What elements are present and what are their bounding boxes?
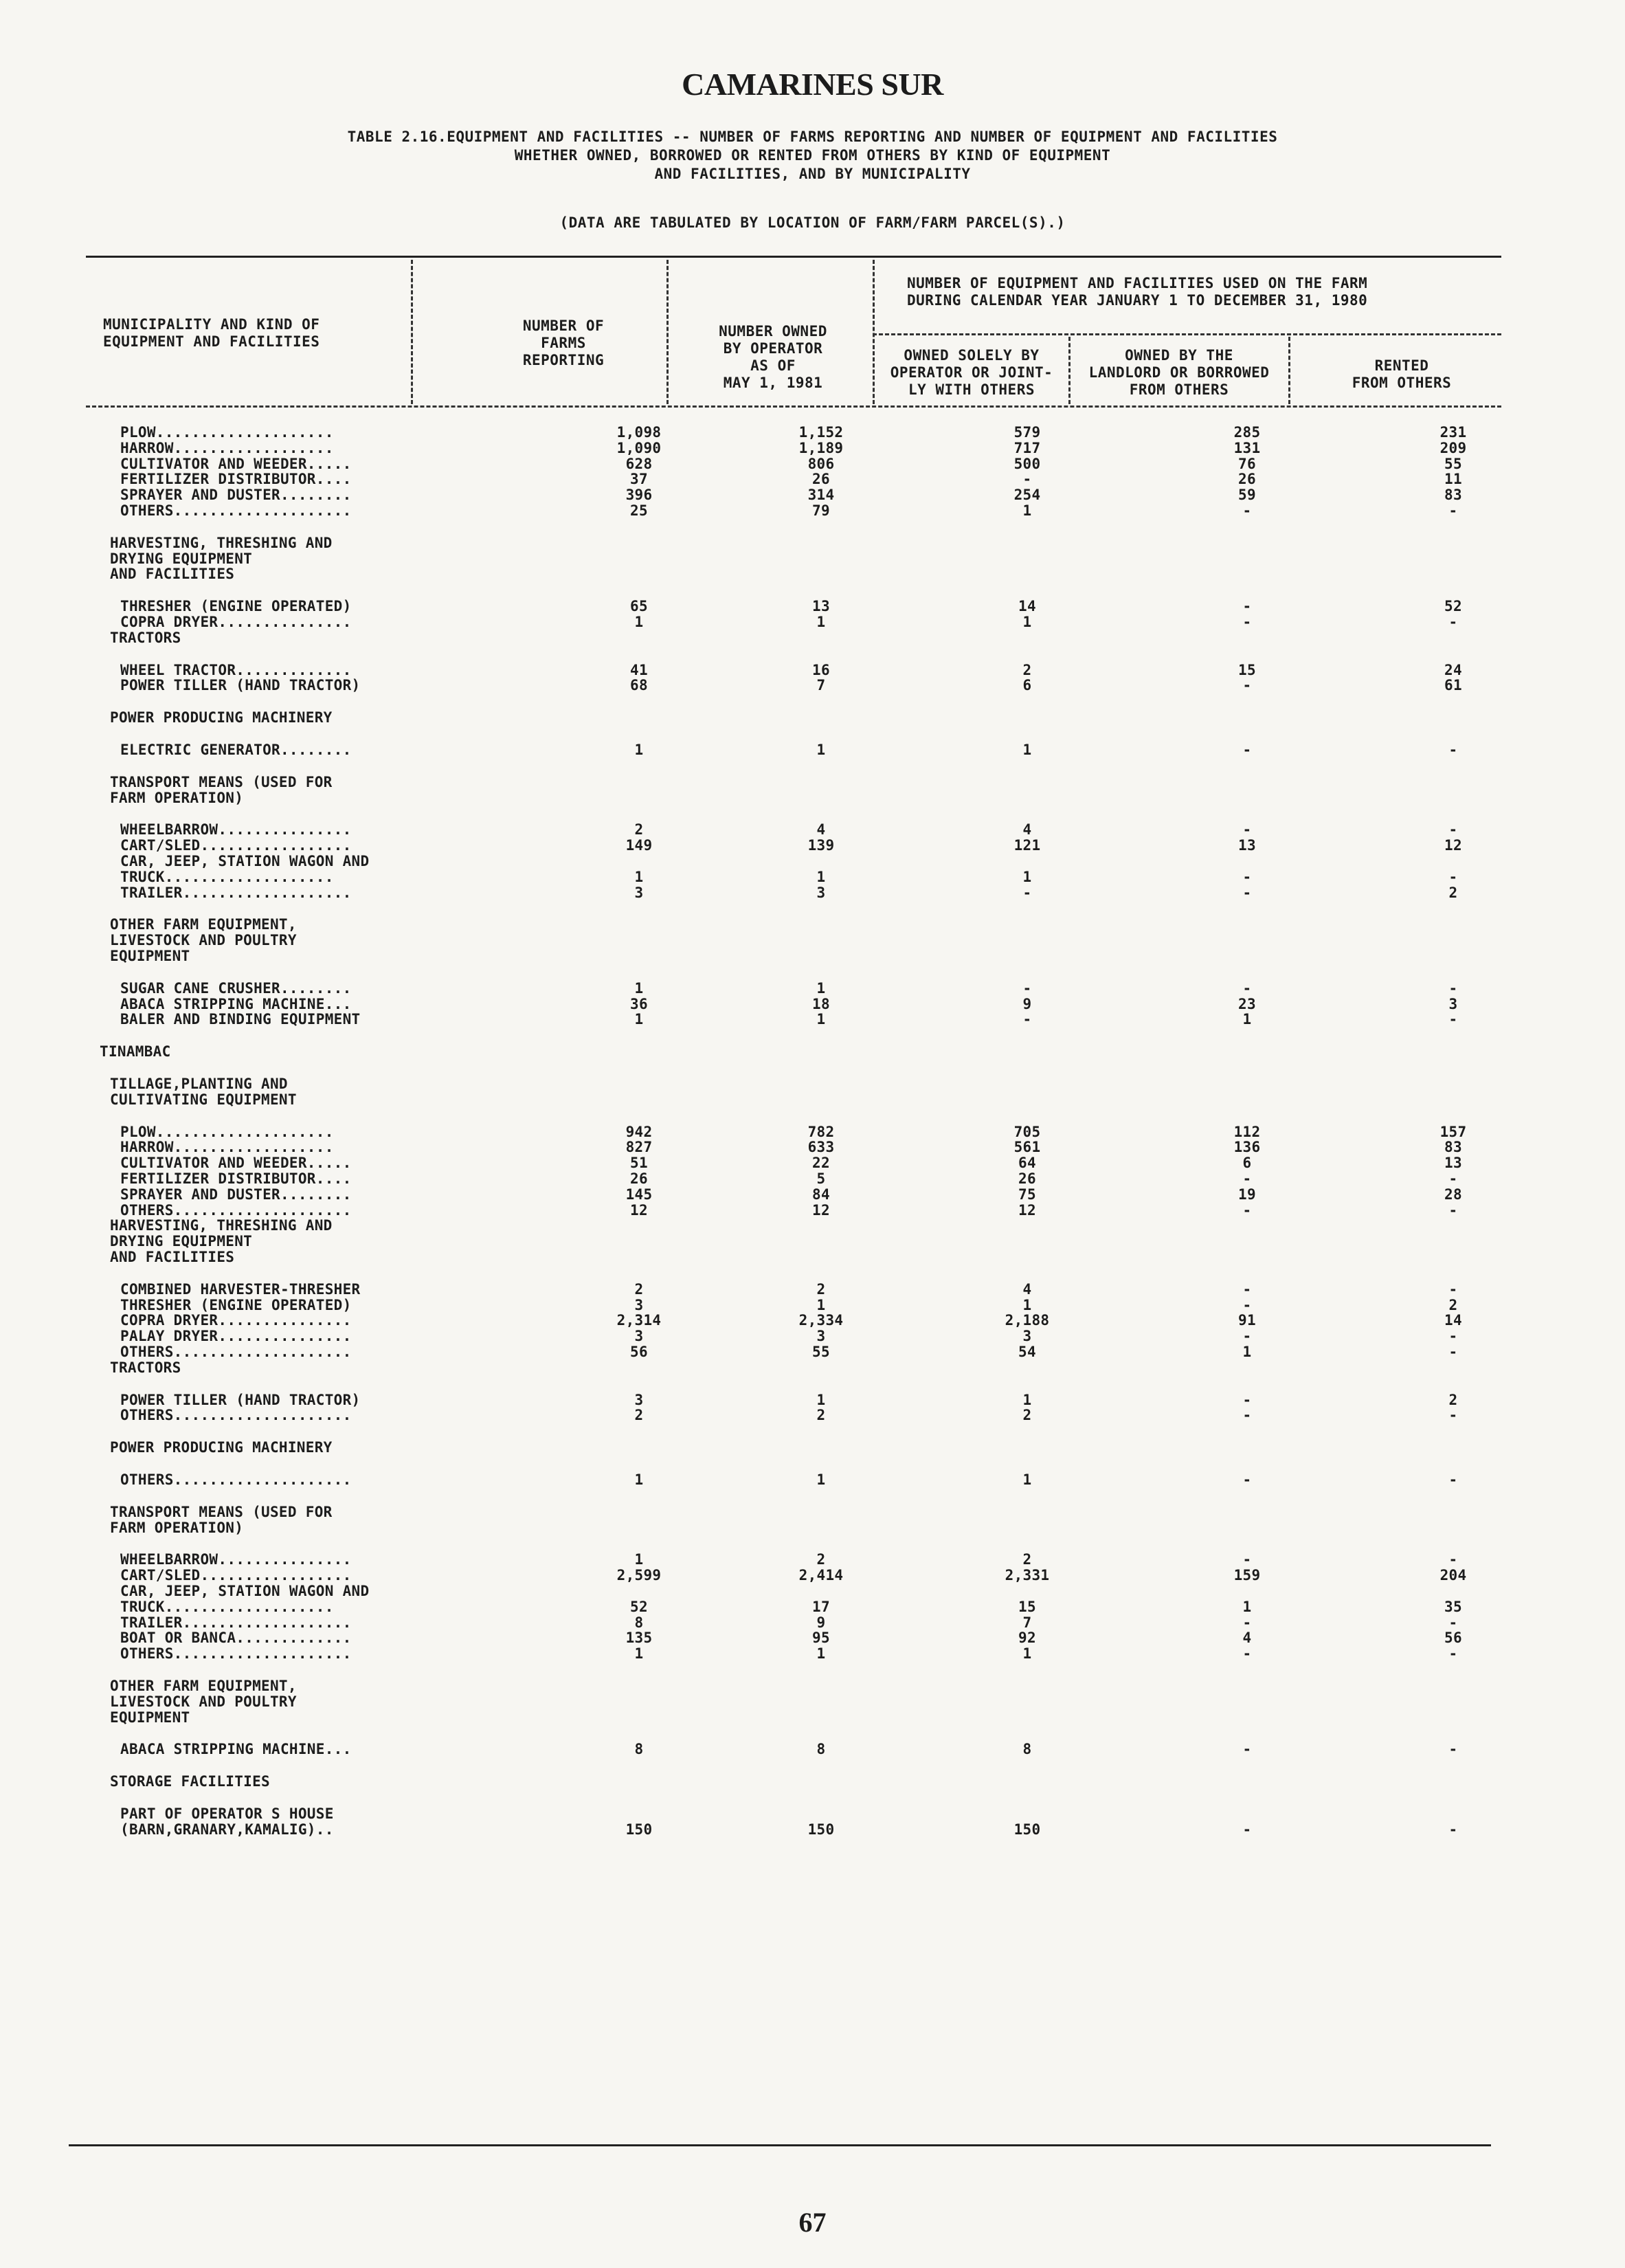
cell-farms-reporting: 1 <box>634 868 644 885</box>
cell-owned-by-operator: 8 <box>816 1741 826 1758</box>
cell-rented-from-others: 2 <box>1448 1296 1458 1313</box>
cell-owned-solely: 9 <box>1022 995 1032 1012</box>
cell-owned-solely: 2 <box>1022 661 1032 678</box>
cell-owned-by-landlord: - <box>1242 1551 1252 1568</box>
cell-owned-by-operator: 1 <box>816 1471 826 1488</box>
cell-farms-reporting: 1 <box>634 1551 644 1568</box>
row-label: FERTILIZER DISTRIBUTOR.... <box>120 1170 352 1187</box>
cell-farms-reporting: 56 <box>630 1344 648 1360</box>
cell-owned-solely: 121 <box>1013 837 1041 854</box>
cell-owned-by-landlord: 285 <box>1233 424 1261 441</box>
section-heading: POWER PRODUCING MACHINERY <box>110 709 333 726</box>
cell-owned-solely: 92 <box>1018 1630 1036 1647</box>
cell-owned-by-operator: 13 <box>812 598 830 615</box>
row-label: CULTIVATOR AND WEEDER..... <box>120 455 352 472</box>
cell-owned-solely: 2 <box>1022 1407 1032 1424</box>
row-label: OTHERS.................... <box>120 1344 352 1360</box>
cell-owned-by-landlord: - <box>1242 502 1252 519</box>
cell-farms-reporting: 2 <box>634 1280 644 1298</box>
section-heading: TRACTORS <box>110 629 181 646</box>
table-caption-line-2: WHETHER OWNED, BORROWED OR RENTED FROM OTHERS BY KIND OF EQUIPMENT <box>514 147 1111 164</box>
cell-owned-solely: 26 <box>1018 1170 1036 1187</box>
section-heading: TRANSPORT MEANS (USED FOR FARM OPERATION) <box>110 1503 333 1536</box>
cell-owned-by-operator: 1 <box>816 1391 826 1408</box>
cell-owned-by-landlord: - <box>1242 1741 1252 1758</box>
row-label: WHEELBARROW............... <box>120 1551 352 1568</box>
cell-rented-from-others: 55 <box>1444 455 1462 472</box>
header-municipality: MUNICIPALITY AND KIND OF EQUIPMENT AND FACILITIES <box>103 316 320 350</box>
cell-owned-by-landlord: - <box>1242 979 1252 997</box>
section-heading: HARVESTING, THRESHING AND DRYING EQUIPMENT AND FACILITIES <box>110 1217 333 1265</box>
cell-farms-reporting: 3 <box>634 1296 644 1313</box>
cell-owned-by-operator: 1 <box>816 868 826 885</box>
cell-farms-reporting: 1 <box>634 1471 644 1488</box>
cell-rented-from-others: - <box>1448 1280 1458 1298</box>
cell-rented-from-others: - <box>1448 1471 1458 1488</box>
row-label: SUGAR CANE CRUSHER........ <box>120 979 352 997</box>
cell-farms-reporting: 36 <box>630 995 648 1012</box>
cell-owned-solely: - <box>1022 979 1032 997</box>
cell-farms-reporting: 52 <box>630 1598 648 1615</box>
cell-owned-solely: 4 <box>1022 1280 1032 1298</box>
cell-owned-by-operator: 2 <box>816 1551 826 1568</box>
cell-owned-by-operator: 17 <box>812 1598 830 1615</box>
cell-owned-by-landlord: - <box>1242 1391 1252 1408</box>
cell-owned-by-operator: 7 <box>816 677 826 694</box>
cell-owned-solely: 2,188 <box>1005 1312 1050 1329</box>
cell-owned-solely: 1 <box>1022 614 1032 630</box>
cell-owned-by-operator: 1 <box>816 742 826 758</box>
cell-rented-from-others: 52 <box>1444 598 1462 615</box>
cell-owned-by-landlord: 1 <box>1242 1344 1252 1360</box>
cell-rented-from-others: 61 <box>1444 677 1462 694</box>
cell-owned-solely: 4 <box>1022 821 1032 838</box>
header-owned-by-operator: NUMBER OWNED BY OPERATOR AS OF MAY 1, 1981 <box>719 323 827 391</box>
cell-rented-from-others: 56 <box>1444 1630 1462 1647</box>
cell-rented-from-others: - <box>1448 742 1458 758</box>
cell-owned-by-landlord: - <box>1242 1280 1252 1298</box>
table-note: (DATA ARE TABULATED BY LOCATION OF FARM/FARM PARCEL(S).) <box>559 214 1066 231</box>
cell-rented-from-others: - <box>1448 868 1458 885</box>
cell-owned-solely: 7 <box>1022 1614 1032 1631</box>
row-label: OTHERS.................... <box>120 1471 352 1488</box>
section-heading: STORAGE FACILITIES <box>110 1773 270 1790</box>
row-label: ABACA STRIPPING MACHINE... <box>120 1741 352 1758</box>
cell-farms-reporting: 8 <box>634 1741 644 1758</box>
row-label: TRAILER................... <box>120 884 352 901</box>
cell-owned-solely: 1 <box>1022 1391 1032 1408</box>
section-heading: OTHER FARM EQUIPMENT, LIVESTOCK AND POULTRY EQUIPMENT <box>110 916 297 964</box>
cell-owned-by-landlord: 15 <box>1238 661 1256 678</box>
section-heading: TILLAGE,PLANTING AND CULTIVATING EQUIPMENT <box>110 1076 297 1108</box>
cell-owned-by-operator: 22 <box>812 1155 830 1172</box>
cell-owned-by-operator: 633 <box>807 1139 835 1156</box>
cell-owned-solely: 150 <box>1013 1821 1041 1838</box>
cell-rented-from-others: - <box>1448 979 1458 997</box>
cell-owned-solely: 500 <box>1013 455 1041 472</box>
cell-owned-by-landlord: 13 <box>1238 837 1256 854</box>
cell-rented-from-others: 209 <box>1439 439 1467 456</box>
row-label: PLOW.................... <box>120 1123 334 1140</box>
cell-owned-by-landlord: 6 <box>1242 1155 1252 1172</box>
row-label: OTHERS.................... <box>120 1407 352 1424</box>
cell-farms-reporting: 3 <box>634 1328 644 1345</box>
cell-owned-by-landlord: - <box>1242 868 1252 885</box>
row-label: OTHERS.................... <box>120 502 352 519</box>
row-label: HARROW.................. <box>120 1139 334 1156</box>
cell-rented-from-others: - <box>1448 502 1458 519</box>
cell-farms-reporting: 942 <box>625 1123 653 1140</box>
header-owned-by-landlord: OWNED BY THE LANDLORD OR BORROWED FROM OTHERS <box>1088 347 1270 398</box>
cell-owned-by-operator: 16 <box>812 661 830 678</box>
cell-farms-reporting: 1,090 <box>616 439 662 456</box>
cell-owned-by-landlord: 1 <box>1242 1011 1252 1028</box>
cell-owned-by-landlord: - <box>1242 598 1252 615</box>
cell-owned-solely: 717 <box>1013 439 1041 456</box>
row-label: HARROW.................. <box>120 439 334 456</box>
cell-owned-by-operator: 2 <box>816 1280 826 1298</box>
row-label: COMBINED HARVESTER-THRESHER <box>120 1280 361 1298</box>
cell-owned-by-operator: 3 <box>816 1328 826 1345</box>
cell-owned-by-operator: 2 <box>816 1407 826 1424</box>
cell-owned-by-operator: 5 <box>816 1170 826 1187</box>
cell-owned-by-landlord: 76 <box>1238 455 1256 472</box>
cell-owned-solely: 64 <box>1018 1155 1036 1172</box>
row-label: ELECTRIC GENERATOR........ <box>120 742 352 758</box>
row-label: COPRA DRYER............... <box>120 614 352 630</box>
row-label: ABACA STRIPPING MACHINE... <box>120 995 352 1012</box>
row-label: COPRA DRYER............... <box>120 1312 352 1329</box>
cell-rented-from-others: 14 <box>1444 1312 1462 1329</box>
cell-owned-by-landlord: - <box>1242 677 1252 694</box>
cell-owned-by-operator: 9 <box>816 1614 826 1631</box>
cell-owned-by-landlord: 136 <box>1233 1139 1261 1156</box>
row-label: OTHERS.................... <box>120 1201 352 1219</box>
cell-owned-solely: 8 <box>1022 1741 1032 1758</box>
cell-owned-by-landlord: 131 <box>1233 439 1261 456</box>
cell-owned-solely: 75 <box>1018 1186 1036 1203</box>
cell-owned-by-operator: 26 <box>812 471 830 488</box>
cell-rented-from-others: 157 <box>1439 1123 1467 1140</box>
cell-owned-by-landlord: - <box>1242 1328 1252 1345</box>
cell-farms-reporting: 1 <box>634 614 644 630</box>
header-farms-reporting: NUMBER OF FARMS REPORTING <box>522 318 605 368</box>
cell-rented-from-others: - <box>1448 1328 1458 1345</box>
cell-owned-solely: 705 <box>1013 1123 1041 1140</box>
cell-farms-reporting: 1 <box>634 1645 644 1663</box>
header-used-group: NUMBER OF EQUIPMENT AND FACILITIES USED ON THE FARM DURING CALENDAR YEAR JANUARY 1 TO DECEMBER 31, 1980 <box>907 275 1368 309</box>
cell-owned-by-operator: 1,189 <box>798 439 844 456</box>
row-label: THRESHER (ENGINE OPERATED) <box>120 1296 352 1313</box>
cell-owned-solely: - <box>1022 884 1032 901</box>
cell-owned-by-landlord: - <box>1242 614 1252 630</box>
cell-rented-from-others: - <box>1448 1614 1458 1631</box>
cell-owned-solely: - <box>1022 471 1032 488</box>
table-caption-line-3: AND FACILITIES, AND BY MUNICIPALITY <box>654 166 971 182</box>
row-label: CAR, JEEP, STATION WAGON AND TRUCK................... <box>120 853 370 885</box>
cell-farms-reporting: 135 <box>625 1630 653 1647</box>
cell-farms-reporting: 1,098 <box>616 424 662 441</box>
cell-owned-by-landlord: 1 <box>1242 1598 1252 1615</box>
cell-farms-reporting: 628 <box>625 455 653 472</box>
cell-owned-by-operator: 1 <box>816 1296 826 1313</box>
cell-owned-by-landlord: 59 <box>1238 487 1256 504</box>
cell-owned-by-operator: 84 <box>812 1186 830 1203</box>
cell-owned-solely: 1 <box>1022 868 1032 885</box>
cell-rented-from-others: - <box>1448 1201 1458 1219</box>
cell-farms-reporting: 2,314 <box>616 1312 662 1329</box>
cell-rented-from-others: 3 <box>1448 995 1458 1012</box>
cell-owned-solely: 1 <box>1022 742 1032 758</box>
cell-rented-from-others: - <box>1448 1551 1458 1568</box>
cell-owned-by-operator: 1 <box>816 979 826 997</box>
cell-rented-from-others: - <box>1448 1344 1458 1360</box>
cell-farms-reporting: 65 <box>630 598 648 615</box>
cell-farms-reporting: 26 <box>630 1170 648 1187</box>
cell-owned-by-operator: 782 <box>807 1123 835 1140</box>
cell-rented-from-others: 2 <box>1448 884 1458 901</box>
cell-owned-solely: 3 <box>1022 1328 1032 1345</box>
cell-rented-from-others: 13 <box>1444 1155 1462 1172</box>
cell-owned-solely: 1 <box>1022 1296 1032 1313</box>
row-label: CAR, JEEP, STATION WAGON AND TRUCK................... <box>120 1583 370 1615</box>
cell-owned-solely: 2,331 <box>1005 1567 1050 1584</box>
section-heading: POWER PRODUCING MACHINERY <box>110 1439 333 1456</box>
section-heading: OTHER FARM EQUIPMENT, LIVESTOCK AND POULTRY EQUIPMENT <box>110 1678 297 1726</box>
cell-owned-by-operator: 55 <box>812 1344 830 1360</box>
cell-farms-reporting: 1 <box>634 1011 644 1028</box>
cell-owned-by-landlord: - <box>1242 821 1252 838</box>
cell-rented-from-others: 83 <box>1444 487 1462 504</box>
cell-owned-solely: 6 <box>1022 677 1032 694</box>
cell-owned-solely: 15 <box>1018 1598 1036 1615</box>
cell-owned-by-landlord: 159 <box>1233 1567 1261 1584</box>
table-caption-line-1: TABLE 2.16.EQUIPMENT AND FACILITIES -- NUMBER OF FARMS REPORTING AND NUMBER OF EQUIPMENT AND FACILITIES <box>347 129 1278 145</box>
cell-owned-by-landlord: - <box>1242 1407 1252 1424</box>
cell-owned-solely: 1 <box>1022 1471 1032 1488</box>
header-owned-solely: OWNED SOLELY BY OPERATOR OR JOINT- LY WITH OTHERS <box>890 347 1053 398</box>
section-heading: TINAMBAC <box>100 1043 171 1060</box>
row-label: CART/SLED................. <box>120 1567 352 1584</box>
row-label: OTHERS.................... <box>120 1645 352 1663</box>
section-heading: TRACTORS <box>110 1359 181 1376</box>
cell-owned-solely: 54 <box>1018 1344 1036 1360</box>
row-label: WHEELBARROW............... <box>120 821 352 838</box>
cell-owned-solely: 579 <box>1013 424 1041 441</box>
row-label: POWER TILLER (HAND TRACTOR) <box>120 1391 361 1408</box>
cell-owned-solely: 2 <box>1022 1551 1032 1568</box>
cell-owned-by-operator: 79 <box>812 502 830 519</box>
cell-farms-reporting: 3 <box>634 884 644 901</box>
cell-farms-reporting: 51 <box>630 1155 648 1172</box>
cell-rented-from-others: - <box>1448 1011 1458 1028</box>
cell-farms-reporting: 2 <box>634 1407 644 1424</box>
cell-farms-reporting: 25 <box>630 502 648 519</box>
cell-owned-solely: 1 <box>1022 502 1032 519</box>
cell-owned-by-landlord: - <box>1242 1645 1252 1663</box>
row-label: SPRAYER AND DUSTER........ <box>120 487 352 504</box>
row-label: PALAY DRYER............... <box>120 1328 352 1345</box>
cell-rented-from-others: 24 <box>1444 661 1462 678</box>
cell-farms-reporting: 396 <box>625 487 653 504</box>
cell-owned-by-operator: 18 <box>812 995 830 1012</box>
cell-owned-by-operator: 12 <box>812 1201 830 1219</box>
cell-owned-by-operator: 3 <box>816 884 826 901</box>
row-label: SPRAYER AND DUSTER........ <box>120 1186 352 1203</box>
cell-owned-by-landlord: - <box>1242 742 1252 758</box>
cell-owned-by-operator: 1 <box>816 1645 826 1663</box>
cell-farms-reporting: 149 <box>625 837 653 854</box>
cell-rented-from-others: 2 <box>1448 1391 1458 1408</box>
row-label: BALER AND BINDING EQUIPMENT <box>120 1011 361 1028</box>
cell-farms-reporting: 68 <box>630 677 648 694</box>
cell-owned-by-operator: 2,414 <box>798 1567 844 1584</box>
cell-owned-by-landlord: 19 <box>1238 1186 1256 1203</box>
row-label: POWER TILLER (HAND TRACTOR) <box>120 677 361 694</box>
row-label: PLOW.................... <box>120 424 334 441</box>
cell-owned-by-landlord: - <box>1242 1201 1252 1219</box>
cell-rented-from-others: - <box>1448 821 1458 838</box>
cell-rented-from-others: - <box>1448 1645 1458 1663</box>
cell-rented-from-others: 83 <box>1444 1139 1462 1156</box>
row-label: TRAILER................... <box>120 1614 352 1631</box>
cell-farms-reporting: 37 <box>630 471 648 488</box>
cell-owned-solely: 254 <box>1013 487 1041 504</box>
section-heading: HARVESTING, THRESHING AND DRYING EQUIPMENT AND FACILITIES <box>110 534 333 583</box>
cell-owned-by-operator: 314 <box>807 487 835 504</box>
cell-owned-by-landlord: - <box>1242 1170 1252 1187</box>
cell-farms-reporting: 3 <box>634 1391 644 1408</box>
cell-farms-reporting: 1 <box>634 979 644 997</box>
cell-rented-from-others: - <box>1448 1821 1458 1838</box>
cell-rented-from-others: 204 <box>1439 1567 1467 1584</box>
cell-owned-by-landlord: - <box>1242 1821 1252 1838</box>
section-heading: TRANSPORT MEANS (USED FOR FARM OPERATION) <box>110 773 333 806</box>
cell-farms-reporting: 2 <box>634 821 644 838</box>
cell-owned-solely: - <box>1022 1011 1032 1028</box>
cell-owned-by-landlord: 26 <box>1238 471 1256 488</box>
row-label: BOAT OR BANCA............. <box>120 1630 352 1647</box>
row-label: FERTILIZER DISTRIBUTOR.... <box>120 471 352 488</box>
cell-rented-from-others: 11 <box>1444 471 1462 488</box>
cell-owned-by-operator: 1 <box>816 614 826 630</box>
cell-owned-by-landlord: - <box>1242 1296 1252 1313</box>
cell-farms-reporting: 12 <box>630 1201 648 1219</box>
cell-owned-solely: 561 <box>1013 1139 1041 1156</box>
cell-farms-reporting: 145 <box>625 1186 653 1203</box>
cell-rented-from-others: 12 <box>1444 837 1462 854</box>
cell-owned-by-operator: 1 <box>816 1011 826 1028</box>
cell-owned-by-landlord: - <box>1242 884 1252 901</box>
row-label: CART/SLED................. <box>120 837 352 854</box>
cell-owned-solely: 12 <box>1018 1201 1036 1219</box>
cell-farms-reporting: 2,599 <box>616 1567 662 1584</box>
cell-rented-from-others: - <box>1448 614 1458 630</box>
cell-rented-from-others: 35 <box>1444 1598 1462 1615</box>
cell-rented-from-others: 231 <box>1439 424 1467 441</box>
cell-owned-by-operator: 139 <box>807 837 835 854</box>
cell-owned-by-operator: 4 <box>816 821 826 838</box>
cell-farms-reporting: 827 <box>625 1139 653 1156</box>
cell-farms-reporting: 150 <box>625 1821 653 1838</box>
cell-rented-from-others: - <box>1448 1407 1458 1424</box>
cell-owned-by-operator: 1,152 <box>798 424 844 441</box>
cell-owned-by-landlord: - <box>1242 1471 1252 1488</box>
cell-owned-by-landlord: 23 <box>1238 995 1256 1012</box>
cell-owned-solely: 1 <box>1022 1645 1032 1663</box>
cell-owned-solely: 14 <box>1018 598 1036 615</box>
page-number: 67 <box>798 2207 827 2238</box>
cell-farms-reporting: 41 <box>630 661 648 678</box>
row-label: WHEEL TRACTOR............. <box>120 661 352 678</box>
cell-owned-by-landlord: 112 <box>1233 1123 1261 1140</box>
cell-farms-reporting: 1 <box>634 742 644 758</box>
cell-owned-by-landlord: 4 <box>1242 1630 1252 1647</box>
cell-owned-by-operator: 2,334 <box>798 1312 844 1329</box>
row-label: THRESHER (ENGINE OPERATED) <box>120 598 352 615</box>
cell-owned-by-operator: 150 <box>807 1821 835 1838</box>
cell-rented-from-others: 28 <box>1444 1186 1462 1203</box>
cell-farms-reporting: 8 <box>634 1614 644 1631</box>
cell-owned-by-landlord: 91 <box>1238 1312 1256 1329</box>
cell-rented-from-others: - <box>1448 1170 1458 1187</box>
cell-rented-from-others: - <box>1448 1741 1458 1758</box>
header-rented-from-others: RENTED FROM OTHERS <box>1352 357 1452 391</box>
cell-owned-by-operator: 95 <box>812 1630 830 1647</box>
row-label: CULTIVATOR AND WEEDER..... <box>120 1155 352 1172</box>
cell-owned-by-operator: 806 <box>807 455 835 472</box>
table-bottom-rule <box>69 2144 1491 2146</box>
province-title: CAMARINES SUR <box>682 67 943 102</box>
row-label: PART OF OPERATOR S HOUSE (BARN,GRANARY,KAMALIG).. <box>120 1805 334 1838</box>
cell-owned-by-landlord: - <box>1242 1614 1252 1631</box>
